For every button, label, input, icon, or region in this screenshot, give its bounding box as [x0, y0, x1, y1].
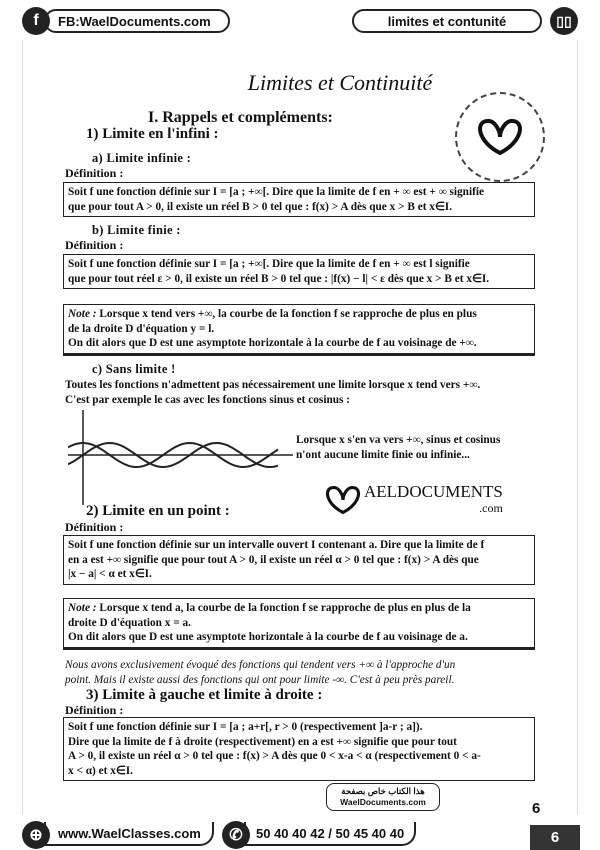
ownership-stamp [326, 783, 440, 811]
logo-sub: .com [479, 501, 503, 515]
waeldocuments-stamp [455, 92, 545, 182]
phones-label: 50 40 40 42 / 50 45 40 40 [256, 825, 405, 841]
box-line: A > 0, il existe un réel α > 0 tel que : f(x) > A dès que 0 < x-a < α (respectivement 0 < a- [68, 750, 481, 762]
box-line: Lorsque x tend a, la courbe de la fonction f se rapproche de plus en plus de la [99, 602, 471, 614]
waeldocuments-logo [322, 483, 503, 517]
box-line: droite D d'équation x = a. [68, 616, 191, 629]
box-line: On dit alors que D est une asymptote horizontale à la courbe de f au voisinage de +∞. [68, 337, 477, 349]
section-heading: I. Rappels et compléments: [148, 109, 333, 126]
s1-heading: 1) Limite en l'infini : [86, 126, 219, 142]
chapter-label: limites et contunité [387, 13, 507, 29]
globe-icon: ⊕ [22, 821, 50, 849]
text-line: Nous avons exclusivement évoqué des fonctions qui tendent vers +∞ à l'approche d'un [65, 659, 456, 671]
definition-box-one-sided-limit [63, 717, 535, 781]
definition-box-point-limit [63, 535, 535, 585]
note-label: Note : [68, 308, 97, 320]
definition-box-finite-limit [63, 254, 535, 289]
c-text [65, 378, 480, 408]
graph-caption [296, 433, 500, 463]
stethoscope-logo-icon [473, 117, 527, 157]
box-line: Soit f une fonction définie sur I = [a ; a+r[, r > 0 (respectivement ]a-r ; a]). [68, 721, 423, 733]
page-number: 6 [532, 800, 541, 817]
text-line: n'ont aucune limite finie ou infinie... [296, 449, 470, 461]
box-line: Soit f une fonction définie sur I = [a ; +∞[. Dire que la limite de f en + ∞ est l signifie [68, 258, 470, 270]
chapter-pill [352, 9, 542, 33]
definition-label: Définition : [65, 520, 124, 534]
facebook-icon: f [22, 7, 50, 35]
definition-label: Définition : [65, 166, 124, 180]
box-line: que pour tout A > 0, il existe un réel B > 0 tel que : f(x) > A dès que x > B et x∈I. [68, 200, 453, 213]
text-line: Toutes les fonctions n'admettent pas nécessairement une limite lorsque x tend vers +∞. [65, 379, 481, 391]
book-icon: ▯▯ [550, 7, 578, 35]
text-line: point. Mais il existe aussi des fonctions qui ont pour limite -∞. C'est à peu près pareil. [65, 674, 455, 686]
stamp-arabic: هذا الكتاب خاص بصفحة [341, 786, 425, 796]
definition-label: Définition : [65, 238, 124, 252]
s1b-heading: b) Limite finie : [92, 223, 181, 237]
sine-cosine-graph [68, 410, 293, 505]
text-line: C'est par exemple le cas avec les fonctions sinus et cosinus : [65, 394, 351, 406]
stethoscope-logo-icon [322, 483, 364, 517]
phone-icon: ✆ [222, 821, 250, 849]
s1a-heading: a) Limite infinie : [92, 151, 192, 165]
box-line: On dit alors que D est une asymptote horizontale à la courbe de f au voisinage de a. [68, 631, 468, 643]
definition-box-infinite-limit [63, 182, 535, 217]
definition-label: Définition : [65, 703, 124, 717]
facebook-label: FB:WaelDocuments.com [58, 13, 211, 29]
box-line: que pour tout réel ε > 0, il existe un réel B > 0 tel que : |f(x) − l| < ε dès que x > B et x∈I. [68, 272, 490, 285]
box-line: Soit f une fonction définie sur un intervalle ouvert I contenant a. Dire que la limite de f [68, 539, 485, 551]
stamp-site: WaelDocuments.com [340, 797, 426, 807]
box-line: x < α) et x∈I. [68, 764, 133, 777]
note-paragraph [65, 658, 455, 688]
s3-heading: 3) Limite à gauche et limite à droite : [86, 687, 323, 703]
box-line: |x − a| < α et x∈I. [68, 568, 152, 580]
logo-text: AELDOCUMENTS [364, 482, 503, 501]
box-line: Lorsque x tend vers +∞, la courbe de la fonction f se rapproche de plus en plus [99, 308, 477, 320]
facebook-link[interactable] [44, 9, 230, 33]
s2-heading: 2) Limite en un point : [86, 503, 230, 519]
website-label: www.WaelClasses.com [58, 825, 201, 841]
phone-numbers [244, 822, 416, 846]
website-link[interactable] [44, 822, 214, 846]
note-box-vertical-asymptote [63, 598, 535, 650]
page-title: Limites et Continuité [247, 70, 433, 95]
s1c-heading: c) Sans limite ! [92, 362, 176, 376]
note-label: Note : [68, 602, 97, 614]
box-line: Dire que la limite de f à droite (respectivement) en a est +∞ signifie que pour tout [68, 735, 457, 748]
box-line: Soit f une fonction définie sur I = [a ; +∞[. Dire que la limite de f en + ∞ est + ∞ signifie [68, 186, 484, 198]
box-line: de la droite D d'équation y = l. [68, 322, 215, 335]
box-line: en a est +∞ signifie que pour tout A > 0, il existe un réel α > 0 tel que : f(x) > A dès que [68, 553, 479, 566]
footer-page-badge: 6 [530, 825, 580, 850]
text-line: Lorsque x s'en va vers +∞, sinus et cosinus [296, 434, 501, 446]
note-box-horizontal-asymptote [63, 304, 535, 356]
